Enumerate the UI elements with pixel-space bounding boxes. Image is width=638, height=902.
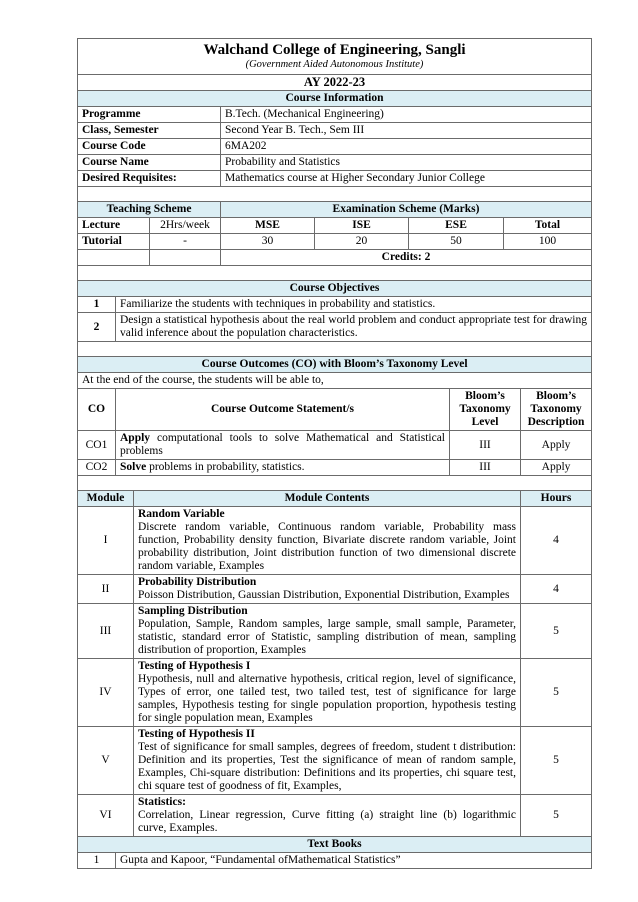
outcome-text: problems in probability, statistics. xyxy=(146,461,305,473)
module-row xyxy=(78,507,592,575)
outcome-verb: Apply xyxy=(120,432,151,444)
exam-col-total: Total xyxy=(504,218,592,234)
college-name: Walchand College of Engineering, Sangli xyxy=(203,42,466,58)
module-text: Hypothesis, null and alternative hypothesis, critical region, level of significance, Types of error, one tailed test, two tailed test, test of significance for large samples, Hypothesis testing for single population proportion, hypothesis testing for single population mean, Examples xyxy=(138,673,516,724)
module-title: Testing of Hypothesis I xyxy=(138,660,251,672)
info-label: Course Name xyxy=(78,155,221,171)
objective-row xyxy=(78,297,592,313)
objective-text: Design a statistical hypothesis about the real world problem and conduct appropriate test for drawing valid inference about the population characteristics. xyxy=(116,313,592,342)
spacer-row xyxy=(78,342,592,357)
textbook-row xyxy=(78,853,592,869)
exam-mark-ese: 50 xyxy=(409,234,504,250)
info-value: Second Year B. Tech., Sem III xyxy=(221,123,592,139)
module-content xyxy=(134,507,521,575)
outcome-level: III xyxy=(450,460,521,476)
outcome-statement xyxy=(116,431,450,460)
objective-number: 2 xyxy=(78,313,116,342)
scheme-table xyxy=(77,201,592,281)
module-text: Correlation, Linear regression, Curve fitting (a) straight line (b) logarithmic curve, Examples. xyxy=(138,809,516,834)
module-hours: 4 xyxy=(521,575,592,604)
course-objectives-table xyxy=(77,280,592,357)
module-number: III xyxy=(78,604,134,659)
module-content xyxy=(134,659,521,727)
spacer-row xyxy=(78,476,592,491)
module-row xyxy=(78,727,592,795)
info-value: 6MA202 xyxy=(221,139,592,155)
col-co: CO xyxy=(78,389,116,431)
module-row xyxy=(78,795,592,837)
module-title: Statistics: xyxy=(138,796,186,808)
course-objectives-heading: Course Objectives xyxy=(78,281,592,297)
info-row-desired-requisites xyxy=(78,171,592,187)
outcome-co: CO1 xyxy=(78,431,116,460)
course-information-table xyxy=(77,38,592,202)
module-number: VI xyxy=(78,795,134,837)
col-hours: Hours xyxy=(521,491,592,507)
outcome-co: CO2 xyxy=(78,460,116,476)
examination-scheme-heading: Examination Scheme (Marks) xyxy=(221,202,592,218)
info-label: Class, Semester xyxy=(78,123,221,139)
module-text: Poisson Distribution, Gaussian Distribution, Exponential Distribution, Examples xyxy=(138,589,510,601)
module-hours: 5 xyxy=(521,659,592,727)
info-value: Probability and Statistics xyxy=(221,155,592,171)
teaching-scheme-heading: Teaching Scheme xyxy=(78,202,221,218)
info-label: Desired Requisites: xyxy=(78,171,221,187)
module-contents-table xyxy=(77,490,592,837)
outcomes-header-row xyxy=(78,389,592,431)
text-books-table xyxy=(77,836,592,869)
scheme-label: Lecture xyxy=(78,218,150,234)
module-title: Probability Distribution xyxy=(138,576,257,588)
course-outcomes-table xyxy=(77,356,592,491)
module-number: I xyxy=(78,507,134,575)
info-row-class-semester xyxy=(78,123,592,139)
outcome-level: III xyxy=(450,431,521,460)
module-row xyxy=(78,575,592,604)
scheme-row-lecture xyxy=(78,218,592,234)
module-title: Random Variable xyxy=(138,508,225,520)
scheme-label: Tutorial xyxy=(78,234,150,250)
info-row-course-code xyxy=(78,139,592,155)
exam-col-ese: ESE xyxy=(409,218,504,234)
outcome-description: Apply xyxy=(521,431,592,460)
academic-year: AY 2022-23 xyxy=(78,75,592,91)
module-number: II xyxy=(78,575,134,604)
objective-row xyxy=(78,313,592,342)
module-content xyxy=(134,604,521,659)
outcome-text: computational tools to solve Mathematical and Statistical problems xyxy=(120,432,445,457)
outcome-statement xyxy=(116,460,450,476)
info-value: B.Tech. (Mechanical Engineering) xyxy=(221,107,592,123)
spacer-row xyxy=(78,266,592,281)
module-hours: 5 xyxy=(521,727,592,795)
col-bloom-description: Bloom’s Taxonomy Description xyxy=(521,389,592,431)
exam-mark-total: 100 xyxy=(504,234,592,250)
module-text: Population, Sample, Random samples, large sample, small sample, Parameter, statistic, standard error of Statistic, sampling distribution of mean, sampling distribution of proportion, Examples xyxy=(138,618,516,656)
module-hours: 4 xyxy=(521,507,592,575)
scheme-row-tutorial xyxy=(78,234,592,250)
info-row-course-name xyxy=(78,155,592,171)
module-content xyxy=(134,795,521,837)
info-label: Programme xyxy=(78,107,221,123)
spacer-row xyxy=(78,187,592,202)
exam-col-ise: ISE xyxy=(315,218,409,234)
module-number: IV xyxy=(78,659,134,727)
scheme-value: - xyxy=(150,234,221,250)
module-hours: 5 xyxy=(521,795,592,837)
outcome-row xyxy=(78,460,592,476)
col-bloom-level: Bloom’s Taxonomy Level xyxy=(450,389,521,431)
objective-number: 1 xyxy=(78,297,116,313)
text-books-heading: Text Books xyxy=(78,837,592,853)
objective-text: Familiarize the students with techniques in probability and statistics. xyxy=(116,297,592,313)
module-hours: 5 xyxy=(521,604,592,659)
textbook-number: 1 xyxy=(78,853,116,869)
course-information-heading: Course Information xyxy=(78,91,592,107)
college-tagline: (Government Aided Autonomous Institute) xyxy=(245,59,424,70)
col-statement: Course Outcome Statement/s xyxy=(116,389,450,431)
syllabus-sheet xyxy=(77,38,591,869)
credits: Credits: 2 xyxy=(221,250,592,266)
modules-header-row xyxy=(78,491,592,507)
module-content xyxy=(134,727,521,795)
outcome-row xyxy=(78,431,592,460)
outcome-description: Apply xyxy=(521,460,592,476)
module-content xyxy=(134,575,521,604)
exam-mark-ise: 20 xyxy=(315,234,409,250)
module-row xyxy=(78,659,592,727)
module-title: Testing of Hypothesis II xyxy=(138,728,255,740)
college-header xyxy=(78,39,592,75)
module-text: Test of significance for small samples, degrees of freedom, student t distribution: Definition and its properties, Test the significance of mean of random sample, Examples, Chi-square distribution: Definitions and its properties, chi square test, chi square test of goodness of fit, Examples, xyxy=(138,741,516,792)
module-text: Discrete random variable, Continuous random variable, Probability mass function, Probability density function, Bivariate discrete random variable, Joint probability distribution, Joint distribution function of two dimensional discrete random variable, Examples xyxy=(138,521,516,572)
col-module-contents: Module Contents xyxy=(134,491,521,507)
col-module: Module xyxy=(78,491,134,507)
module-title: Sampling Distribution xyxy=(138,605,248,617)
info-value: Mathematics course at Higher Secondary Junior College xyxy=(221,171,592,187)
module-row xyxy=(78,604,592,659)
info-label: Course Code xyxy=(78,139,221,155)
course-outcomes-heading: Course Outcomes (CO) with Bloom’s Taxonomy Level xyxy=(78,357,592,373)
info-row-programme xyxy=(78,107,592,123)
course-outcomes-intro: At the end of the course, the students will be able to, xyxy=(78,373,592,389)
exam-col-mse: MSE xyxy=(221,218,315,234)
exam-mark-mse: 30 xyxy=(221,234,315,250)
module-number: V xyxy=(78,727,134,795)
textbook-text: Gupta and Kapoor, “Fundamental ofMathematical Statistics” xyxy=(116,853,592,869)
outcome-verb: Solve xyxy=(120,461,147,473)
scheme-value: 2Hrs/week xyxy=(150,218,221,234)
